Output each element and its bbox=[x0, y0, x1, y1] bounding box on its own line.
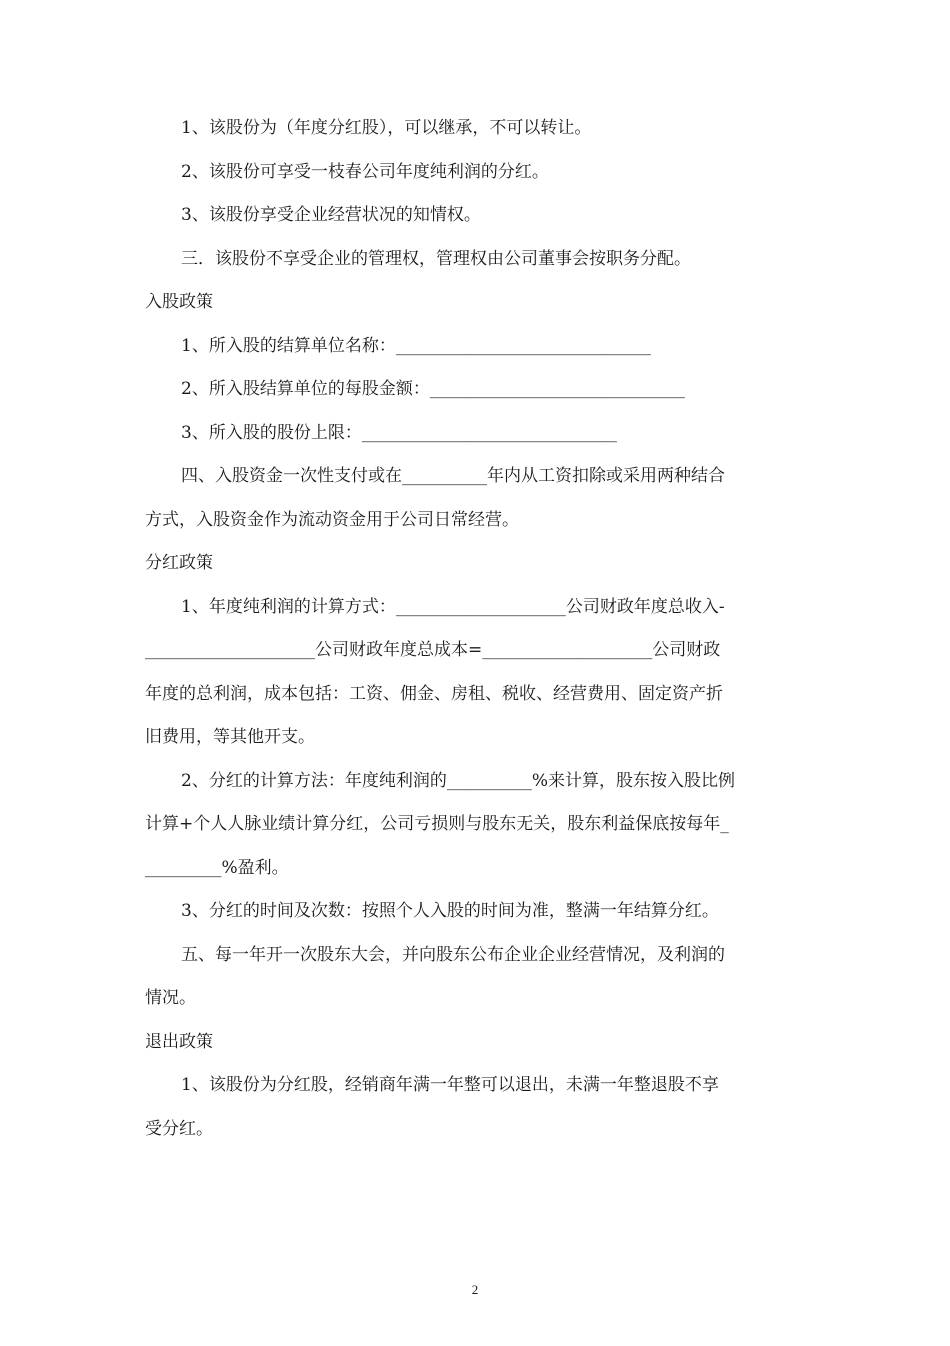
clause-2-dividend: 2、该股份可享受一枝春公司年度纯利润的分红。 bbox=[181, 161, 549, 182]
clause-3-right-to-know: 3、该股份享受企业经营状况的知情权。 bbox=[181, 205, 481, 225]
heading-exit-policy: 退出政策 bbox=[145, 1031, 213, 1052]
dividend-computation-cont-1: 计算+个人人脉业绩计算分红，公司亏损则与股东无关，股东利益保底按每年_ bbox=[145, 814, 729, 834]
section-5-shareholder-meeting-cont: 情况。 bbox=[145, 988, 196, 1008]
exit-clause-1: 1、该股份为分红股，经销商年满一年整可以退出，未满一年整退股不享 bbox=[181, 1075, 719, 1095]
dividend-calc-method: 1、年度纯利润的计算方式：____________________公司财政年度总收入- bbox=[181, 596, 725, 617]
dividend-calc-method-cont-2: 年度的总利润，成本包括：工资、佣金、房租、税收、经营费用、固定资产折 bbox=[145, 683, 723, 704]
section-4-payment-cont: 方式，入股资金作为流动资金用于公司日常经营。 bbox=[145, 509, 519, 530]
heading-dividend-policy: 分红政策 bbox=[145, 553, 213, 573]
page-number: 2 bbox=[471, 1282, 479, 1297]
section-3-management: 三．该股份不享受企业的管理权，管理权由公司董事会按职务分配。 bbox=[181, 248, 691, 269]
investment-share-amount: 2、所入股结算单位的每股金额：______________________________ bbox=[181, 379, 685, 399]
section-4-payment: 四、入股资金一次性支付或在__________年内从工资扣除或采用两种结合 bbox=[181, 466, 725, 486]
investment-unit-name: 1、所入股的结算单位名称：______________________________ bbox=[181, 335, 651, 356]
dividend-calc-method-cont-1: ____________________公司财政年度总成本=____________________公司财政 bbox=[145, 640, 721, 660]
clause-1-transfer: 1、该股份为（年度分红股），可以继承，不可以转让。 bbox=[181, 118, 592, 138]
document-body bbox=[145, 107, 805, 1151]
section-5-shareholder-meeting: 五、每一年开一次股东大会，并向股东公布企业企业经营情况，及利润的 bbox=[181, 944, 725, 965]
dividend-calc-method-cont-3: 旧费用，等其他开支。 bbox=[145, 727, 315, 747]
heading-investment-policy: 入股政策 bbox=[145, 292, 213, 312]
dividend-computation: 2、分红的计算方法：年度纯利润的__________%来计算，股东按入股比例 bbox=[181, 770, 735, 791]
dividend-timing: 3、分红的时间及次数：按照个人入股的时间为准，整满一年结算分红。 bbox=[181, 901, 719, 921]
exit-clause-1-cont: 受分红。 bbox=[145, 1118, 213, 1139]
dividend-computation-cont-2: _________%盈利。 bbox=[145, 857, 289, 878]
investment-share-limit: 3、所入股的股份上限：______________________________ bbox=[181, 422, 617, 443]
